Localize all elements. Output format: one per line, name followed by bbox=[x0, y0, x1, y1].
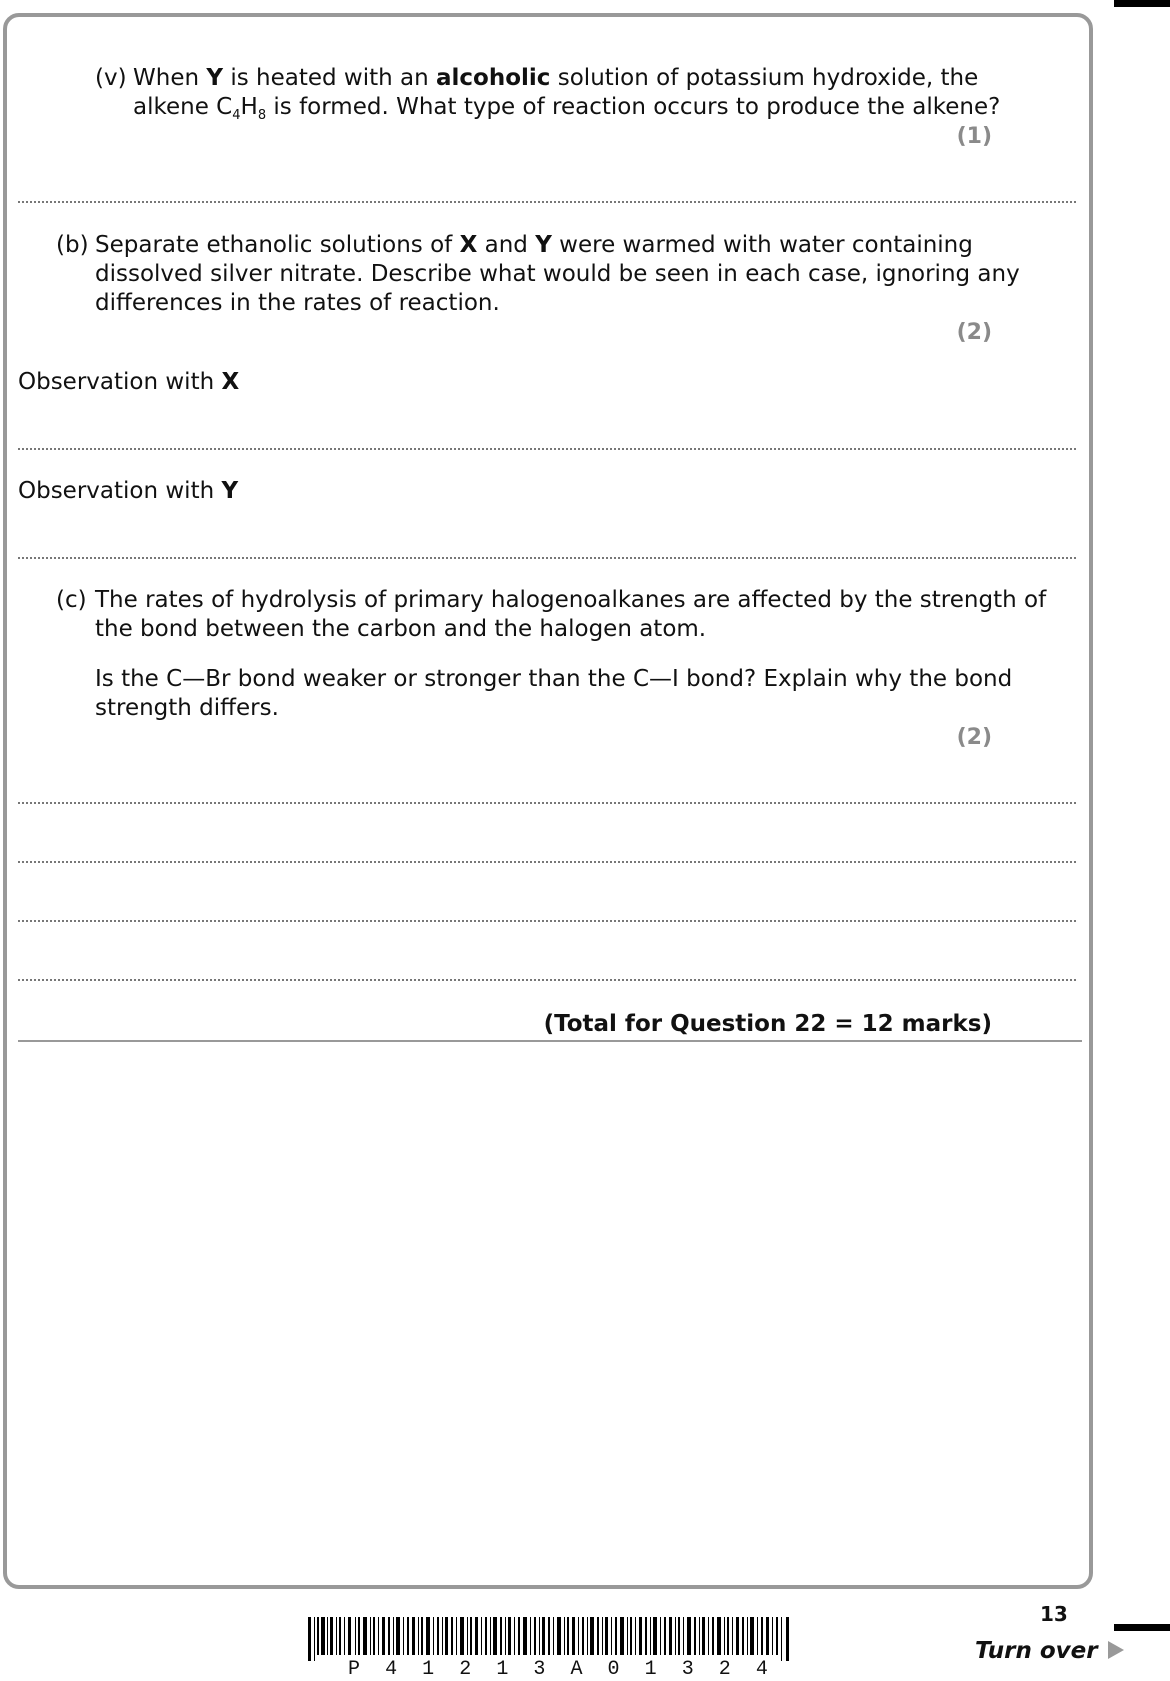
answer-line-c-1[interactable] bbox=[18, 802, 1076, 804]
answer-line-observation-y[interactable] bbox=[18, 557, 1076, 559]
part-c-marks: (2) bbox=[956, 725, 992, 750]
observation-y-label: Observation with Y bbox=[18, 478, 239, 504]
part-b-marks: (2) bbox=[956, 320, 992, 345]
registration-mark-top bbox=[1114, 0, 1170, 7]
page-number: 13 bbox=[1040, 1602, 1068, 1626]
observation-x-label: Observation with X bbox=[18, 369, 240, 395]
part-c-line2: the bond between the carbon and the halogen atom. bbox=[95, 616, 707, 642]
part-c-label: (c) bbox=[56, 587, 87, 613]
part-v-line2: alkene $C_4H_8$ is formed. What type of reaction occurs to produce the alkene? bbox=[133, 94, 1001, 123]
question-end-rule bbox=[18, 1040, 1082, 1042]
part-c-line4: strength differs. bbox=[95, 695, 279, 721]
part-b-line3: differences in the rates of reaction. bbox=[95, 290, 500, 316]
part-c-line3: Is the C—Br bond weaker or stronger than the C—I bond? Explain why the bond bbox=[95, 666, 1013, 692]
part-v-line1: When Y is heated with an alcoholic solution of potassium hydroxide, the bbox=[133, 65, 979, 91]
barcode-image bbox=[308, 1617, 792, 1661]
registration-mark-bottom bbox=[1114, 1624, 1170, 1631]
part-b-line1: Separate ethanolic solutions of X and Y were warmed with water containing bbox=[95, 232, 973, 258]
part-v-label: (v) bbox=[95, 65, 127, 91]
turn-over-link[interactable]: Turn over bbox=[975, 1638, 1124, 1664]
answer-line-v[interactable] bbox=[18, 201, 1076, 203]
barcode-text: P 4 1 2 1 3 A 0 1 3 2 4 bbox=[348, 1658, 768, 1681]
part-b-label: (b) bbox=[56, 232, 89, 258]
part-b-line2: dissolved silver nitrate. Describe what would be seen in each case, ignoring any bbox=[95, 261, 1020, 287]
part-v-marks: (1) bbox=[956, 124, 992, 149]
part-c-line1: The rates of hydrolysis of primary halogenoalkanes are affected by the strength of bbox=[95, 587, 1047, 613]
answer-line-c-3[interactable] bbox=[18, 920, 1076, 922]
answer-line-c-4[interactable] bbox=[18, 979, 1076, 981]
question-total: (Total for Question 22 = 12 marks) bbox=[543, 1011, 992, 1037]
answer-line-observation-x[interactable] bbox=[18, 448, 1076, 450]
arrow-right-icon bbox=[1108, 1641, 1124, 1659]
answer-line-c-2[interactable] bbox=[18, 861, 1076, 863]
